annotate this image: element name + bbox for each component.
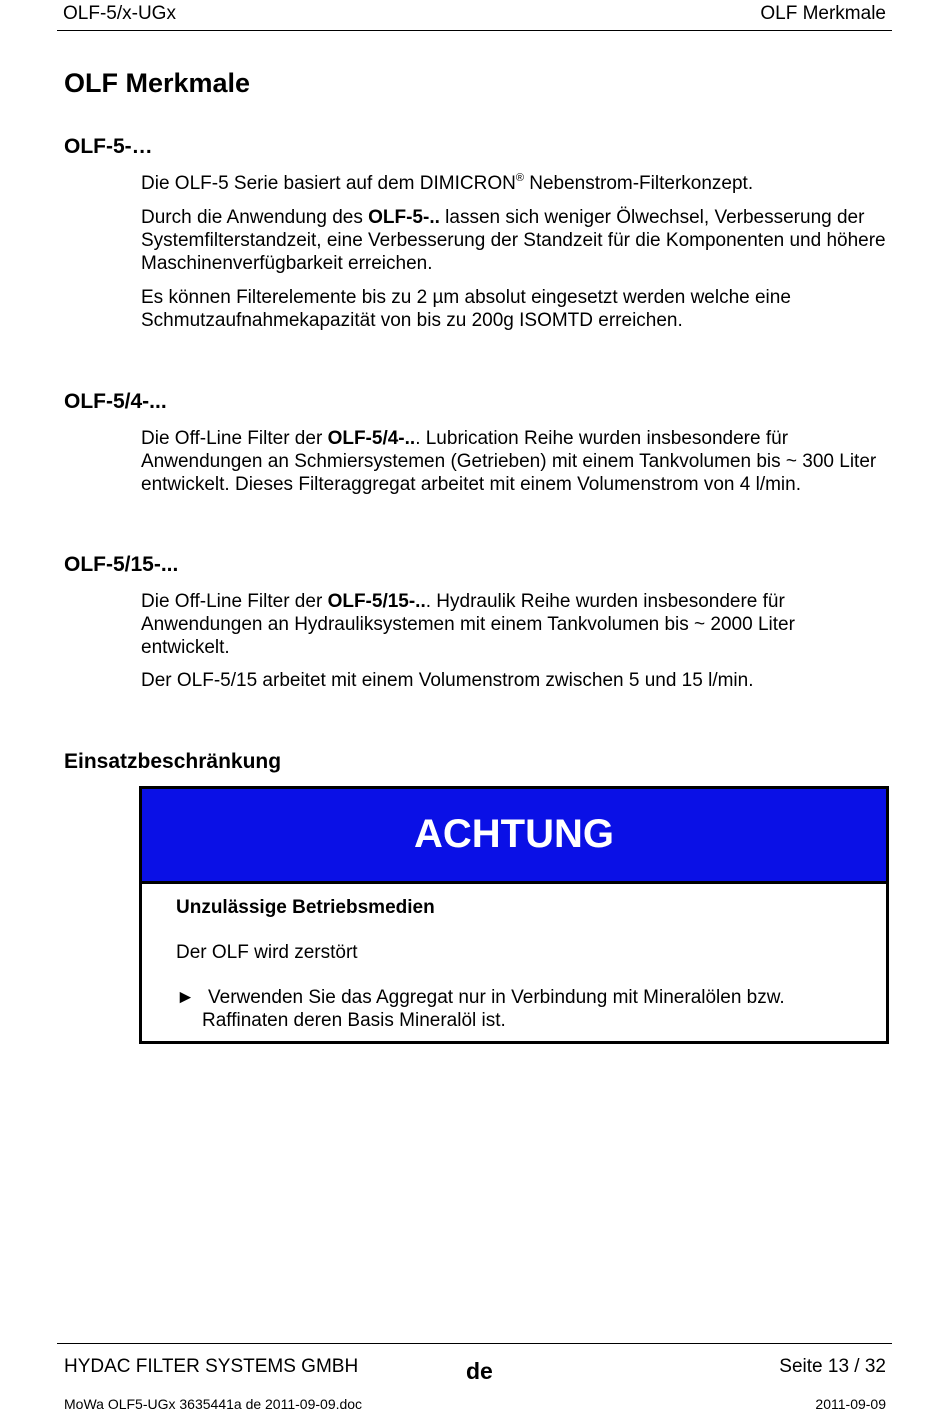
section-heading-olf5: OLF-5-… — [64, 135, 153, 158]
footer-language: de — [466, 1358, 493, 1384]
warning-action-line2: Raffinaten deren Basis Mineralöl ist. — [202, 1010, 506, 1031]
section-heading-olf5-4: OLF-5/4-... — [64, 390, 167, 413]
warning-box — [139, 786, 889, 1044]
paragraph-text: Die Off-Line Filter der — [141, 428, 328, 449]
paragraph-lubrication — [141, 427, 886, 496]
warning-action-line1: Verwenden Sie das Aggregat nur in Verbindung mit Mineralölen bzw. — [208, 987, 785, 1008]
paragraph-text: Nebenstrom-Filterkonzept. — [523, 173, 754, 194]
header-section-title: OLF Merkmale — [760, 3, 886, 24]
paragraph-hydraulik — [141, 590, 886, 659]
paragraph-text: Die OLF-5 Serie basiert auf dem DIMICRON — [141, 173, 516, 194]
paragraph-text: Durch die Anwendung des — [141, 207, 369, 228]
footer-rule — [57, 1343, 892, 1344]
footer-page-number: Seite 13 / 32 — [779, 1356, 886, 1377]
warning-bullet-icon: ► — [176, 987, 195, 1008]
bold-product-name: OLF-5/15-.. — [327, 591, 426, 612]
paragraph-filter-elements: Es können Filterelemente bis zu 2 µm absolut eingesetzt werden welche eine Schmutzaufnahmekapazität von bis zu 200g ISOMTD erreichen. — [141, 287, 791, 331]
warning-title: ACHTUNG — [414, 812, 614, 856]
paragraph-dimicron — [141, 172, 886, 195]
header-doc-id: OLF-5/x-UGx — [63, 3, 176, 24]
page-title: OLF Merkmale — [64, 68, 251, 98]
footer-date: 2011-09-09 — [815, 1396, 886, 1412]
registered-mark: ® — [515, 172, 524, 184]
paragraph-text: . Lubrication Reihe wurden insbesondere für Anwendungen an Schmiersystemen (Getrieben) mit einem Tankvolumen bis ~ 300 Liter entwickelt. Dieses Filteraggregat arbeitet mit einem Volumenstrom von 4 l/min. — [141, 428, 877, 495]
warning-subtitle: Unzulässige Betriebsmedien — [176, 897, 435, 918]
paragraph-volumenstrom: Der OLF-5/15 arbeitet mit einem Volumenstrom zwischen 5 und 15 l/min. — [141, 670, 754, 691]
bold-product-name: OLF-5/4-.. — [327, 428, 416, 449]
paragraph-text: . Hydraulik Reihe wurden insbesondere für Anwendungen an Hydrauliksystemen mit einem Tankvolumen bis ~ 2000 Liter entwickelt. — [141, 591, 795, 658]
warning-consequence: Der OLF wird zerstört — [176, 942, 358, 963]
paragraph-text: Die Off-Line Filter der — [141, 591, 328, 612]
footer-doc-file: MoWa OLF5-UGx 3635441a de 2011-09-09.doc — [64, 1396, 363, 1412]
warning-header — [142, 789, 886, 884]
section-heading-olf5-15: OLF-5/15-... — [64, 553, 179, 576]
bold-product-name: OLF-5-.. — [368, 207, 440, 228]
header-rule — [57, 30, 892, 31]
section-heading-einsatzbeschraenkung: Einsatzbeschränkung — [64, 750, 282, 773]
paragraph-benefits — [141, 206, 886, 275]
paragraph-text: lassen sich weniger Ölwechsel, Verbesserung der Systemfilterstandzeit, eine Verbesserung der Standzeit für die Komponenten und höhere Maschinenverfügbarkeit erreichen. — [141, 207, 886, 274]
footer-company: HYDAC FILTER SYSTEMS GMBH — [64, 1356, 359, 1377]
